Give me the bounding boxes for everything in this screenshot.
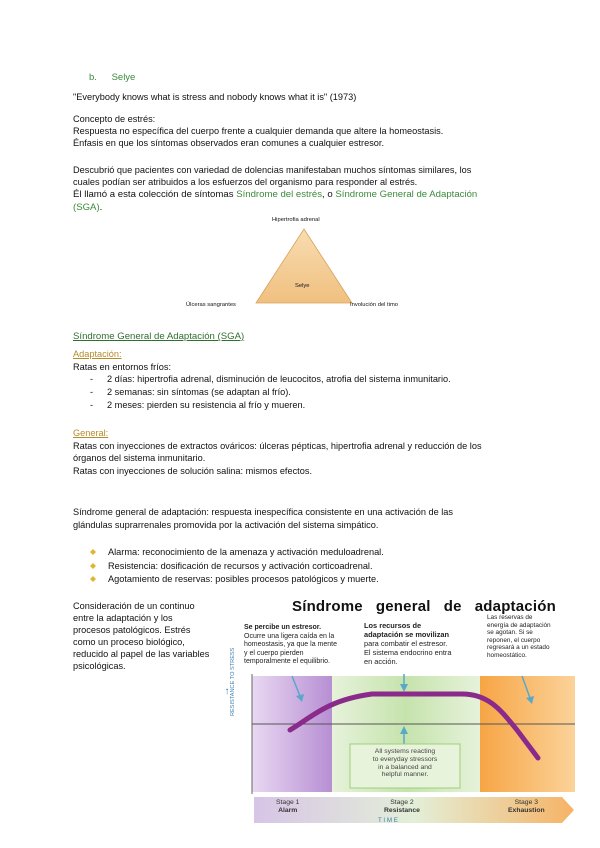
concepto-label: Concepto de estrés: — [73, 114, 156, 124]
consideracion-line: psicológicas. — [73, 661, 126, 671]
adaptacion-list — [107, 373, 451, 412]
concepto-line-2: Énfasis en que los síntomas observados eran comunes a cualquier estresor. — [73, 138, 385, 148]
general-label: General: — [73, 428, 109, 438]
stage1-text: temporalmente el equilibrio. — [244, 658, 330, 665]
exhaustion-zone — [480, 676, 575, 792]
stage3-text: regresará a un estado — [487, 644, 550, 652]
y-axis-label — [230, 648, 236, 716]
diamond-bullet-icon — [90, 563, 96, 569]
stage-number: Stage 3 — [514, 799, 539, 806]
stage3-text: energía de adaptación — [487, 621, 551, 629]
general-line-2: órganos del sistema inmunitario. — [73, 453, 206, 463]
descubrio-line-4 — [73, 202, 102, 214]
stage3-text: reponen, el cuerpo — [487, 636, 541, 644]
stage2-description — [364, 621, 474, 666]
diamond-bullet-icon — [90, 549, 96, 555]
term-sga-abbr: (SGA) — [73, 202, 100, 213]
stage2-text: para combatir el estresor. — [364, 639, 448, 648]
stage1-text: homeostasis, ya que la mente — [244, 641, 337, 648]
general-line-1: Ratas con inyecciones de extractos ováricos: úlceras pépticas, hipertrofia adrenal y reducción de los — [73, 441, 482, 451]
stage1-text: y el cuerpo pierden — [244, 649, 304, 657]
stage-number: Stage 2 — [390, 799, 414, 806]
stage1-description — [244, 624, 364, 667]
stage2-label — [384, 799, 420, 815]
gas-figure — [224, 596, 582, 828]
time-label: T I M E — [378, 817, 398, 824]
balanced-text: in a balanced and — [378, 763, 432, 771]
balanced-text: to everyday stressors — [372, 755, 438, 763]
stage-number: Stage 1 — [276, 799, 300, 806]
stage1-label — [276, 799, 299, 815]
stage3-description — [487, 614, 577, 660]
concepto-line-1: Respuesta no específica del cuerpo frente a cualquier demanda que altere la homeostasis. — [73, 126, 444, 136]
fase-agotamiento: Agotamiento de reservas: posibles procesos patológicos y muerte. — [108, 574, 379, 584]
descubrio-text-mid: , o — [322, 189, 336, 200]
descubrio-period: . — [99, 202, 103, 213]
list-item: - 2 días: hipertrofia adrenal, disminución de leucocitos, atrofia del sistema inmunitario. — [107, 373, 451, 386]
balanced-box-text — [350, 748, 460, 779]
triangle-right-label: Involución del timo — [350, 302, 399, 308]
alarm-zone — [252, 676, 332, 792]
adaptacion-label: Adaptación: — [73, 349, 122, 359]
heading-name: Selye — [111, 72, 136, 83]
list-item — [108, 573, 384, 587]
definicion-line-1: Síndrome general de adaptación: respuesta inespecífica consistente en una activación de las — [73, 507, 453, 517]
fase-alarma: Alarma: reconocimiento de la amenaza y activación meduloadrenal. — [108, 547, 384, 557]
consideracion-line: Consideración de un continuo — [73, 601, 195, 611]
sga-title: Síndrome General de Adaptación (SGA) — [73, 331, 245, 342]
descubrio-line-3 — [73, 189, 477, 201]
stage1-bold: Se percibe un estresor. — [244, 624, 322, 631]
balanced-text: All systems reacting — [374, 748, 436, 755]
section-heading-selye — [89, 72, 135, 84]
stage3-text: homeostático. — [487, 651, 527, 659]
general-line-3: Ratas con inyecciones de solución salina: mismos efectos. — [73, 466, 312, 476]
list-item — [108, 560, 384, 574]
consideracion-line: procesos patológicos. Estrés — [73, 625, 191, 635]
triangle-shape — [256, 229, 352, 303]
stage2-bold: Los recursos de — [364, 621, 422, 630]
balanced-text: helpful manner. — [381, 771, 429, 779]
diamond-bullet-icon — [90, 576, 96, 582]
consideracion-line: entre la adaptación y los — [73, 613, 173, 623]
descubrio-text: Él llamó a esta colección de síntomas — [73, 189, 237, 200]
selye-quote: "Everybody knows what is stress and nobody knows what it is" (1973) — [73, 92, 357, 102]
stage3-label — [508, 799, 545, 815]
triangle-center-label: Selye — [295, 283, 310, 289]
stage2-text: El sistema endocrino entra — [364, 648, 452, 657]
list-item: - 2 meses: pierden su resistencia al frío y mueren. — [107, 399, 451, 412]
consideracion-line: reducido al papel de las variables — [73, 649, 210, 659]
stage-name: Alarm — [278, 807, 298, 814]
y-axis-text: RESISTANCE TO STRESS — [230, 647, 236, 716]
stage3-text: se agotan. Si se — [487, 629, 533, 637]
triangle-figure — [180, 214, 440, 314]
consideracion-block — [73, 600, 209, 672]
triangle-top-label: Hipertrofia adrenal — [272, 217, 320, 223]
triangle-left-label: Úlceras sangrantes — [186, 302, 236, 308]
term-sindrome-estres: Síndrome del estrés — [236, 189, 323, 200]
consideracion-line: como un proceso biológico, — [73, 637, 185, 647]
stage1-text: Ocurre una ligera caída en la — [244, 632, 335, 640]
fase-resistencia: Resistencia: dosificación de recursos y activación corticoadrenal. — [108, 560, 373, 571]
stage2-text: en acción. — [364, 657, 398, 666]
stage-name: Exhaustion — [508, 807, 545, 814]
term-sga: Síndrome General de Adaptación — [335, 189, 478, 200]
definicion-line-2: glándulas suprarrenales promovida por la activación del sistema simpático. — [73, 520, 379, 530]
stage2-bold: adaptación se movilizan — [364, 630, 450, 639]
triangle-svg — [180, 214, 440, 314]
descubrio-line-1: Descubrió que pacientes con variedad de dolencias manifestaban muchos síntomas similares, los — [73, 165, 472, 175]
gas-figure-title: Síndrome general de adaptación — [292, 598, 556, 615]
stage3-text: Las reservas de — [487, 614, 533, 621]
descubrio-line-2: cuales podían ser atribuidos a los esfuerzos del organismo para responder al estrés. — [73, 177, 418, 187]
stage-name: Resistance — [384, 807, 420, 814]
list-item: - 2 semanas: sin síntomas (se adaptan al frío). — [107, 386, 451, 399]
heading-marker: b. — [89, 72, 97, 83]
adaptacion-intro: Ratas en entornos fríos: — [73, 362, 172, 372]
list-item — [108, 546, 384, 560]
fases-list — [108, 546, 384, 587]
y-axis-arrow-icon: ↑ — [224, 686, 230, 697]
